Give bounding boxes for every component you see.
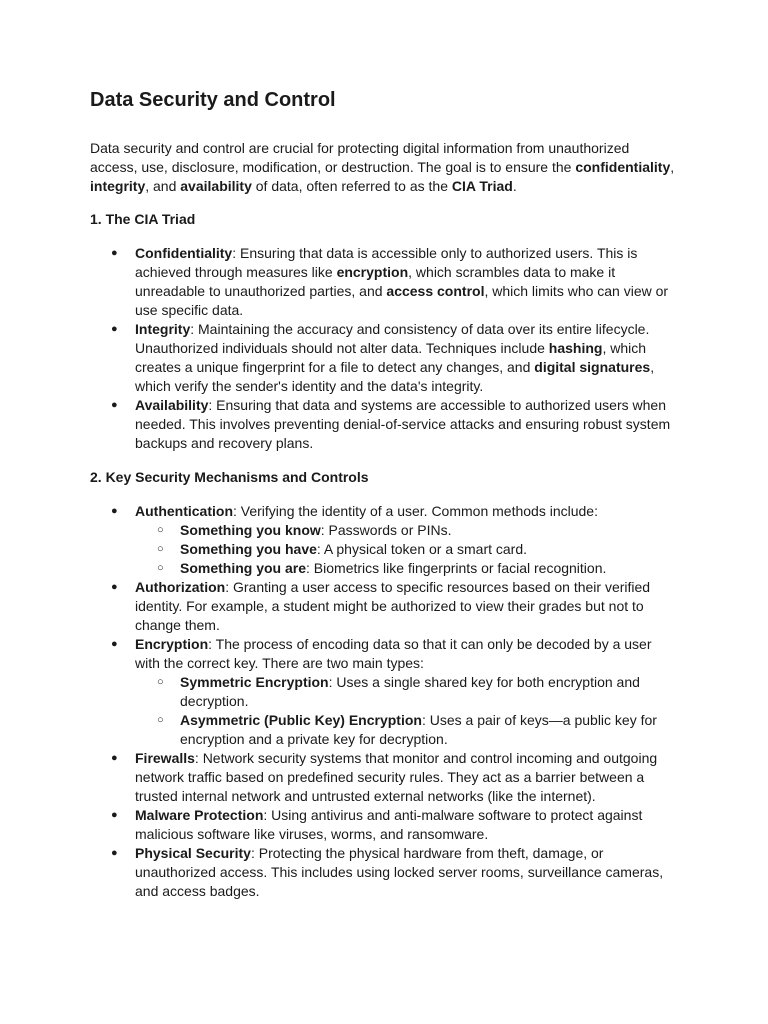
encryption-sublist [135, 673, 678, 749]
bold-term: access control [386, 283, 485, 299]
list-item-availability [90, 396, 678, 453]
sublist-item [135, 711, 678, 749]
sublist-item [135, 673, 678, 711]
sublist-item [135, 540, 678, 559]
term: Encryption [135, 636, 209, 652]
term: Authorization [135, 579, 226, 595]
item-text: : A physical token or a smart card. [316, 541, 528, 557]
item-text: : Protecting the physical hardware from theft, damage, or unauthorized access. This includes using locked server rooms, surveillance cameras, and access badges. [135, 845, 664, 899]
list-item-malware-protection [90, 806, 678, 844]
term: Something you know [180, 522, 321, 538]
item-text: , which limits who can view or use specific data. [135, 283, 669, 318]
term: Something you have [180, 541, 317, 557]
list-item-firewalls [90, 749, 678, 806]
authentication-sublist [135, 521, 678, 578]
item-text: : Maintaining the accuracy and consistency of data over its entire lifecycle. Unauthorized individuals should not alter data. Techniques include [135, 321, 650, 356]
list-item-confidentiality [90, 244, 678, 320]
sublist-item [135, 559, 678, 578]
intro-text: of data, often referred to as the [251, 178, 452, 194]
term: Integrity [135, 321, 191, 337]
mechanisms-list [90, 502, 678, 901]
item-text: : Biometrics like fingerprints or facial recognition. [306, 560, 607, 576]
section-heading-mechanisms: 2. Key Security Mechanisms and Controls [90, 469, 369, 485]
item-text: : Verifying the identity of a user. Common methods include: [233, 503, 598, 519]
item-text: : Passwords or PINs. [320, 522, 452, 538]
item-text: : Ensuring that data and systems are accessible to authorized users when needed. This involves preventing denial-of-service attacks and ensuring robust system backups and recovery plans. [135, 397, 671, 451]
term: Symmetric Encryption [180, 674, 329, 690]
list-item-authorization [90, 578, 678, 635]
item-text: : Network security systems that monitor and control incoming and outgoing network traffic based on predefined security rules. They act as a barrier between a trusted internal network and untrusted external networks (like the internet). [135, 750, 658, 804]
intro-bold-confidentiality: confidentiality [575, 159, 671, 175]
item-text: , which verify the sender's identity and the data's integrity. [135, 359, 655, 394]
intro-text: . [512, 178, 517, 194]
item-text: , which scrambles data to make it unreadable to unauthorized parties, and [135, 264, 616, 299]
intro-text: , [670, 159, 675, 175]
item-text: : Using antivirus and anti-malware software to protect against malicious software like viruses, worms, and ransomware. [135, 807, 643, 842]
item-text: , which creates a unique fingerprint for a file to detect any changes, and [135, 340, 647, 375]
term: Authentication [135, 503, 233, 519]
term: Something you are [180, 560, 307, 576]
page-title: Data Security and Control [90, 89, 336, 111]
intro-bold-availability: availability [180, 178, 252, 194]
item-text: : Uses a pair of keys—a public key for encryption and a private key for decryption. [180, 712, 657, 747]
item-text: : Granting a user access to specific resources based on their verified identity. For example, a student might be authorized to view their grades but not to change them. [135, 579, 651, 633]
list-item-encryption [90, 635, 678, 749]
term: Firewalls [135, 750, 195, 766]
term: Malware Protection [135, 807, 264, 823]
list-item-integrity [90, 320, 678, 396]
sublist-item [135, 521, 678, 540]
bold-term: encryption [336, 264, 409, 280]
cia-triad-list [90, 244, 678, 453]
term: Availability [135, 397, 209, 413]
intro-text: , and [145, 178, 181, 194]
intro-bold-cia-triad: CIA Triad [451, 178, 513, 194]
list-item-physical-security [90, 844, 678, 901]
term: Physical Security [135, 845, 251, 861]
term: Asymmetric (Public Key) Encryption [180, 712, 422, 728]
section-heading-cia-triad: 1. The CIA Triad [90, 211, 196, 227]
term: Confidentiality [135, 245, 233, 261]
list-item-authentication [90, 502, 678, 578]
intro-bold-integrity: integrity [90, 178, 146, 194]
item-text: : Uses a single shared key for both encryption and decryption. [180, 674, 640, 709]
bold-term: hashing [548, 340, 603, 356]
item-text: : The process of encoding data so that it can only be decoded by a user with the correct key. There are two main types: [135, 636, 652, 671]
bold-term: digital signatures [534, 359, 651, 375]
intro-text: Data security and control are crucial for protecting digital information from unauthorized access, use, disclosure, modification, or destruction. The goal is to ensure the [90, 140, 630, 175]
item-text: : Ensuring that data is accessible only to authorized users. This is achieved through measures like [135, 245, 638, 280]
intro-paragraph [90, 139, 678, 196]
